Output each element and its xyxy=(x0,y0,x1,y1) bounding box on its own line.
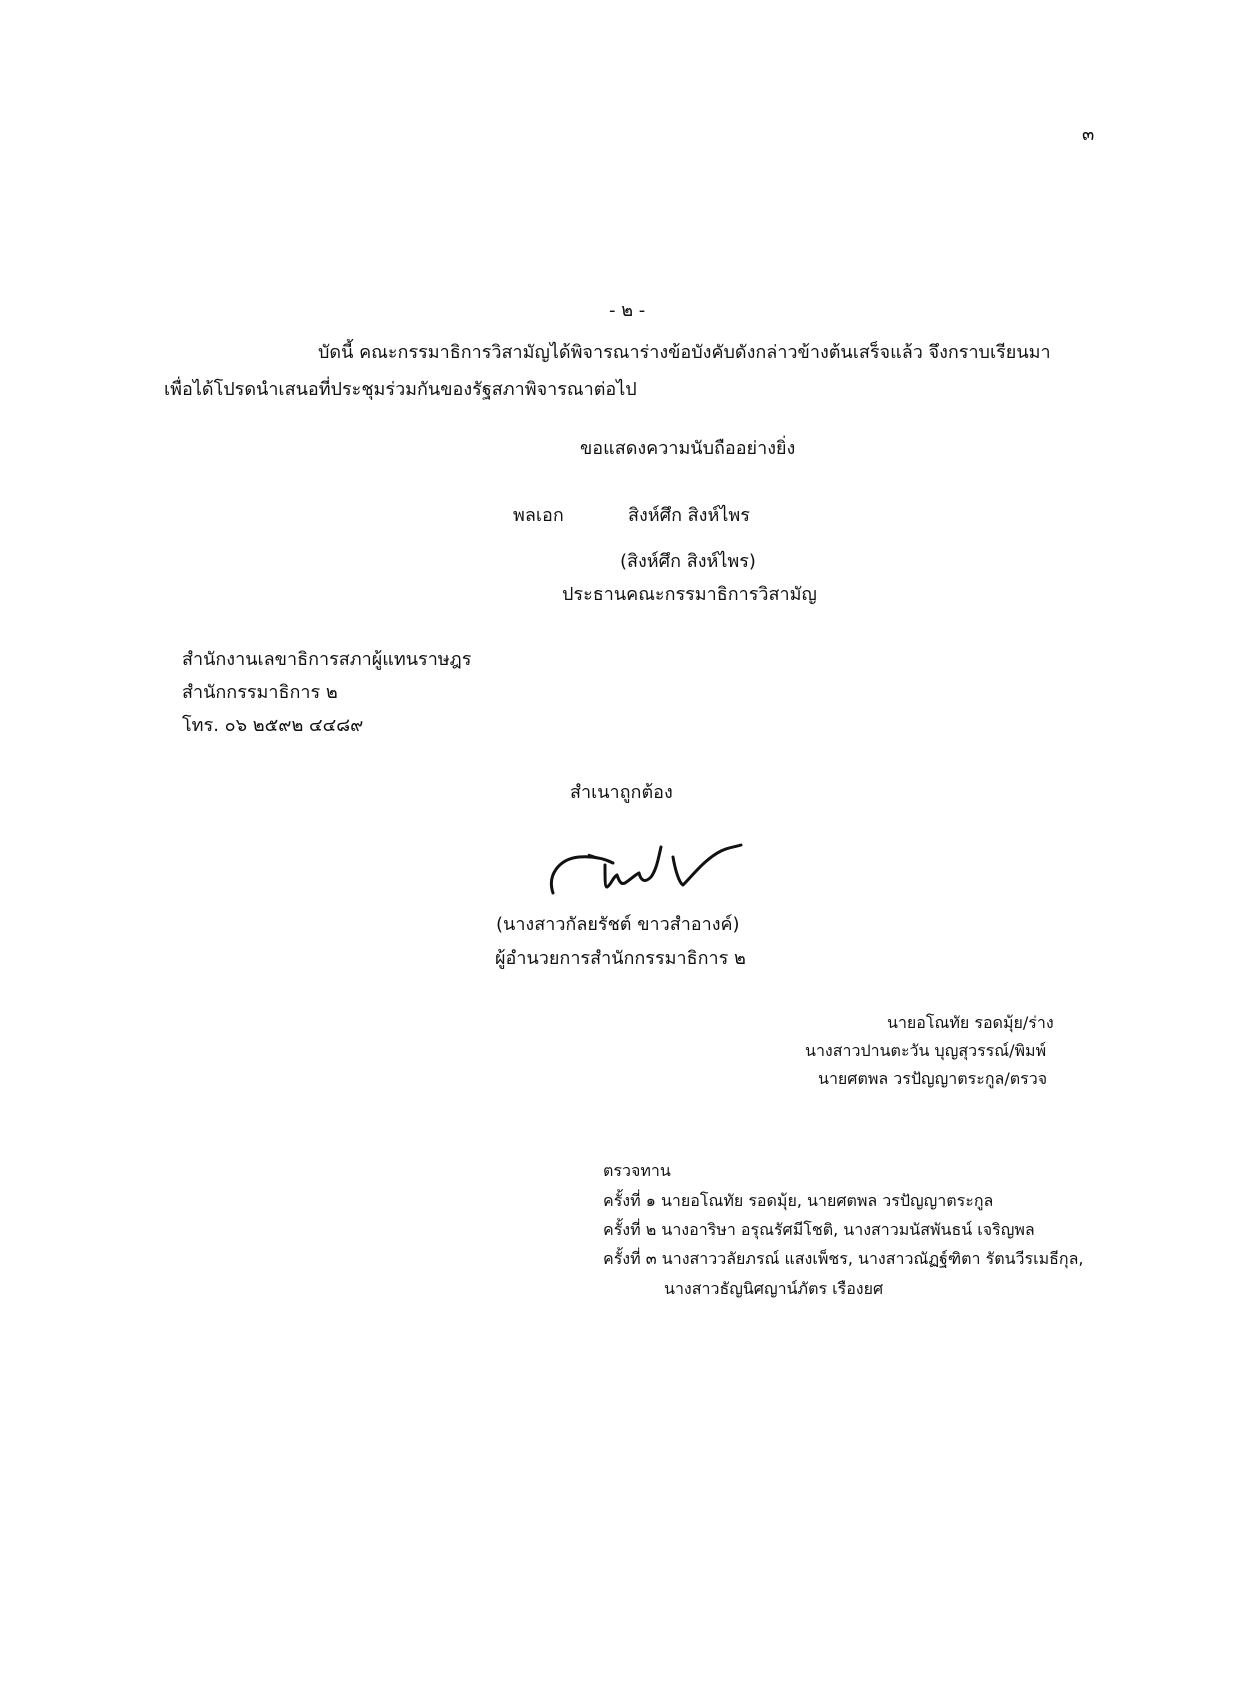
body-paragraph-line-2: เพื่อได้โปรดนำเสนอที่ประชุมร่วมกันของรัฐสภาพิจารณาต่อไป xyxy=(164,379,637,400)
certifier-name: (นางสาวกัลยรัชต์ ขาวสำอางค์) xyxy=(496,914,740,935)
review-title: ตรวจทาน xyxy=(603,1161,671,1180)
staff-drafted: นายอโณทัย รอดมุ้ย/ร่าง xyxy=(887,1013,1054,1032)
outer-page-number: ๓ xyxy=(1082,124,1095,145)
signer-name-parenthesized: (สิงห์ศึก สิงห์ไพร) xyxy=(620,551,756,572)
office-division: สำนักกรรมาธิการ ๒ xyxy=(182,682,338,703)
staff-checked: นายศตพล วรปัญญาตระกูล/ตรวจ xyxy=(818,1069,1048,1088)
inner-page-number: - ๒ - xyxy=(609,300,646,321)
signer-name: สิงห์ศึก สิงห์ไพร xyxy=(628,505,750,526)
office-phone: โทร. ๐๖ ๒๕๙๒ ๔๔๘๙ xyxy=(182,715,364,736)
review-round-1: ครั้งที่ ๑ นายอโณทัย รอดมุ้ย, นายศตพล วรปัญญาตระกูล xyxy=(603,1191,994,1210)
review-round-2: ครั้งที่ ๒ นางอาริษา อรุณรัศมีโชติ, นางสาวมนัสพันธน์ เจริญพล xyxy=(603,1220,1035,1239)
review-round-3-continued: นางสาวธัญนิศญาน์ภัตร เรืองยศ xyxy=(664,1279,884,1298)
handwritten-signature xyxy=(545,835,745,905)
signer-position: ประธานคณะกรรมาธิการวิสามัญ xyxy=(562,584,817,605)
closing-salutation: ขอแสดงความนับถืออย่างยิ่ง xyxy=(580,438,796,459)
staff-typed: นางสาวปานตะวัน บุญสุวรรณ์/พิมพ์ xyxy=(805,1041,1047,1060)
review-round-3: ครั้งที่ ๓ นางสาววลัยภรณ์ แสงเพ็ชร, นางสาวณัฏฐ์ฑิตา รัตนวีรเมธีกุล, xyxy=(603,1249,1084,1268)
certifier-position: ผู้อำนวยการสำนักกรรมาธิการ ๒ xyxy=(495,948,746,969)
body-paragraph-line-1: บัดนี้ คณะกรรมาธิการวิสามัญได้พิจารณาร่างข้อบังคับดังกล่าวข้างต้นเสร็จแล้ว จึงกราบเรียนมา xyxy=(318,342,1051,363)
office-name: สำนักงานเลขาธิการสภาผู้แทนราษฎร xyxy=(182,649,472,670)
signer-rank: พลเอก xyxy=(513,505,564,526)
certified-copy-label: สำเนาถูกต้อง xyxy=(570,782,673,803)
